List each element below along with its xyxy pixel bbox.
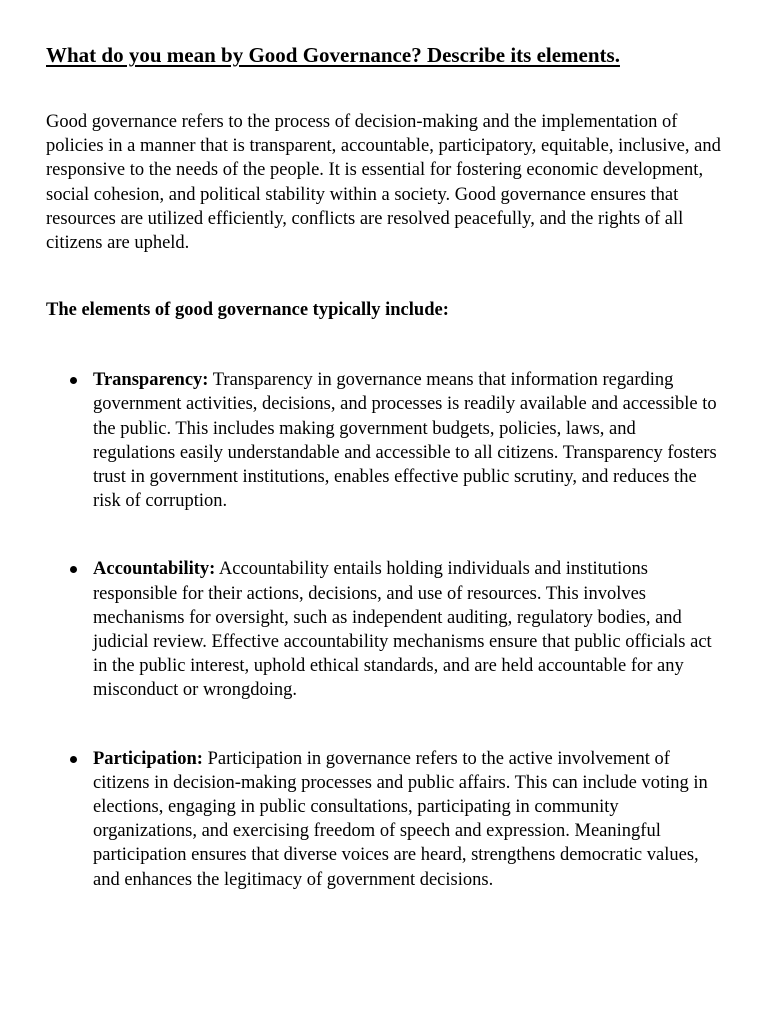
element-term: Accountability: [93, 559, 216, 580]
intro-paragraph: Good governance refers to the process of decision-making and the implementation of policies in a manner that is transparent, accountable, participatory, equitable, inclusive, and responsive to the needs of the people. It is essential for fostering economic development, social cohesion, and political stability within a society. Good governance ensures that resources are utilized efficiently, conflicts are resolved peacefully, and the rights of all citizens are upheld. [46, 112, 721, 254]
bullet-icon [70, 566, 77, 573]
element-description: Transparency in governance means that information regarding government activities, decisions, and processes is readily available and accessible to the public. This includes making government budgets, policies, laws, and regulations easily understandable and accessible to all citizens. Transparency fosters trust in government institutions, enables effective public scrutiny, and reduces the risk of corruption. [93, 370, 717, 512]
elements-list [46, 368, 722, 892]
document-page [46, 40, 722, 936]
element-term: Participation: [93, 748, 203, 769]
bullet-icon [70, 377, 77, 384]
elements-heading: The elements of good governance typically include: [46, 300, 449, 321]
bullet-icon [70, 756, 77, 763]
list-item-transparency [46, 368, 722, 513]
list-item-accountability [46, 557, 722, 702]
element-description: Participation in governance refers to the active involvement of citizens in decision-making processes and public affairs. This can include voting in elections, engaging in public consultations, participating in community organizations, and exercising freedom of speech and expression. Meaningful participation ensures that diverse voices are heard, strengthens democratic values, and enhances the legitimacy of government decisions. [93, 748, 708, 890]
element-term: Transparency: [93, 370, 209, 391]
document-title: What do you mean by Good Governance? Describe its elements. [46, 43, 620, 67]
element-description: Accountability entails holding individuals and institutions responsible for their actions, decisions, and use of resources. This involves mechanisms for oversight, such as independent auditing, regulatory bodies, and judicial review. Effective accountability mechanisms ensure that public officials act in the public interest, uphold ethical standards, and are held accountable for any misconduct or wrongdoing. [93, 559, 712, 701]
list-item-participation [46, 747, 722, 892]
